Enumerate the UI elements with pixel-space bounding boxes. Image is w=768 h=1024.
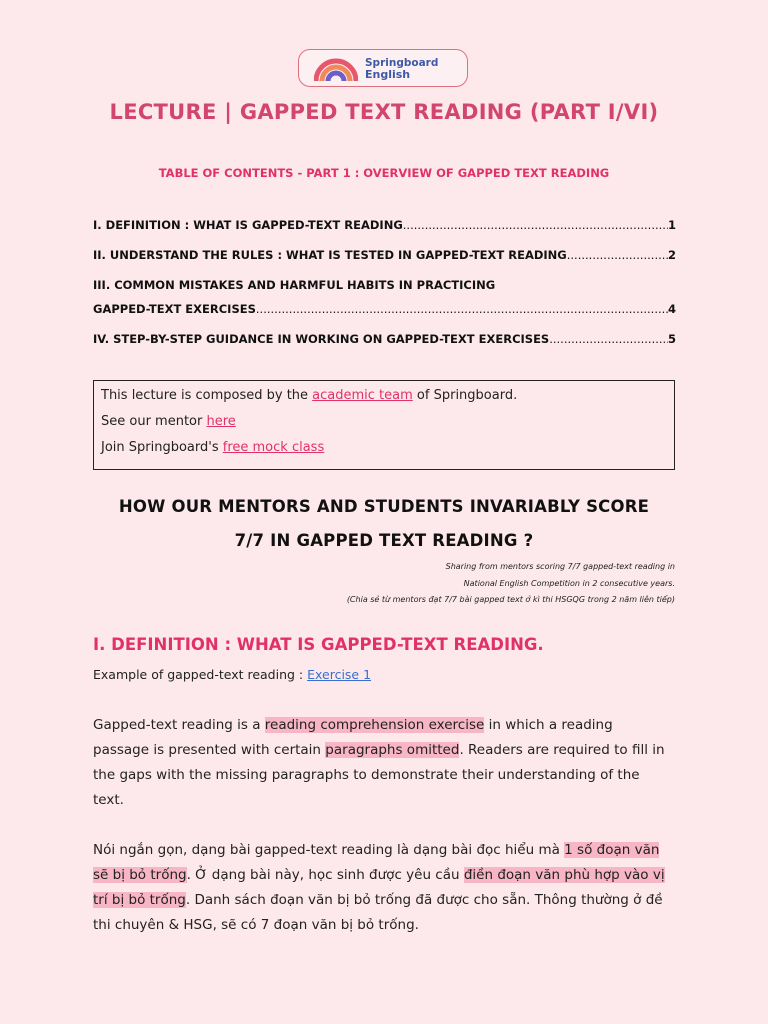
para-text: Nói ngắn gọn, dạng bài gapped-text reading là dạng bài đọc hiểu mà [93,842,565,858]
mentor-here-link[interactable]: here [206,414,236,429]
toc-leader-dots [403,218,668,232]
para-line [93,867,665,883]
info-line-1 [101,388,517,403]
toc-item-text: IV. STEP-BY-STEP GUIDANCE IN WORKING ON GAPPED-TEXT EXERCISES [93,332,550,346]
toc-item[interactable] [93,332,676,346]
para-line [93,717,613,733]
info-box [93,380,675,470]
logo-line-2: English [365,68,411,81]
toc-item-text[interactable]: III. COMMON MISTAKES AND HARMFUL HABITS IN PRACTICING [93,278,496,292]
highlighted-text: reading comprehension exercise [264,717,485,733]
section-heading-definition: I. DEFINITION : WHAT IS GAPPED-TEXT READING. [93,635,544,654]
note-line-2: National English Competition in 2 consecutive years. [463,579,675,588]
example-line [93,667,371,682]
logo-line-1: Springboard [365,57,439,69]
para-text: Gapped-text reading is a [93,717,265,733]
para-line: the gaps with the missing paragraphs to demonstrate their understanding of the [93,767,640,783]
para-line: thi chuyên & HSG, sẽ có 7 đoạn văn bị bỏ trống. [93,917,419,933]
academic-team-link[interactable]: academic team [312,388,413,403]
para-line [93,892,663,908]
headline-line-2: 7/7 IN GAPPED TEXT READING ? [234,531,534,550]
toc-item-text: GAPPED-TEXT EXERCISES [93,302,256,316]
toc-leader-dots [567,248,668,262]
highlighted-text: trí bị bỏ trống [93,892,186,908]
info-text: Join Springboard's [101,440,223,455]
toc-leader-dots [256,302,668,316]
toc-item[interactable] [93,248,676,262]
highlighted-text: sẽ bị bỏ trống [93,867,187,883]
rainbow-arc-icon [314,56,358,82]
toc-leader-dots [549,332,668,346]
para-line [93,742,665,758]
exercise-1-link[interactable]: Exercise 1 [307,667,372,682]
toc-item-page: 5 [667,332,676,346]
note-line-3: (Chia sẻ từ mentors đạt 7/7 bài gapped text ở kì thi HSGQG trong 2 năm liên tiếp) [346,595,675,604]
toc-item-page: 1 [667,218,676,232]
para-text: . Readers are required to fill in [459,742,665,758]
highlighted-text: điền đoạn văn phù hợp vào vị [463,867,665,883]
example-text: Example of gapped-text reading : [93,667,308,682]
info-text: See our mentor [101,414,207,429]
para-text: passage is presented with certain [93,742,326,758]
toc-item-text: I. DEFINITION : WHAT IS GAPPED-TEXT READING [93,218,403,232]
para-text: . Ở dạng bài này, học sinh được yêu cầu [186,867,464,883]
para-text: . Danh sách đoạn văn bị bỏ trống đã được cho sẵn. Thông thường ở đề [185,892,663,908]
toc-item-page: 4 [667,302,676,316]
para-text: in which a reading [484,717,613,733]
para-line: text. [93,792,124,808]
info-text: of Springboard. [412,388,518,403]
highlighted-text: 1 số đoạn văn [564,842,660,858]
toc-item[interactable] [93,218,676,232]
highlighted-text: paragraphs omitted [325,742,460,758]
note-line-1: Sharing from mentors scoring 7/7 gapped-text reading in [445,562,675,571]
free-mock-class-link[interactable]: free mock class [222,440,325,455]
info-line-3 [101,440,324,455]
headline-line-1: HOW OUR MENTORS AND STUDENTS INVARIABLY SCORE [118,497,650,516]
toc-item[interactable] [93,302,676,316]
info-line-2 [101,414,236,429]
toc-item-page: 2 [667,248,676,262]
page-title: LECTURE | GAPPED TEXT READING (PART I/VI) [109,100,659,124]
toc-heading: TABLE OF CONTENTS - PART 1 : OVERVIEW OF GAPPED TEXT READING [158,166,610,180]
info-text: This lecture is composed by the [101,388,313,403]
toc-item-text: II. UNDERSTAND THE RULES : WHAT IS TESTED IN GAPPED-TEXT READING [93,248,567,262]
para-line [93,842,659,858]
springboard-logo[interactable] [298,49,468,87]
